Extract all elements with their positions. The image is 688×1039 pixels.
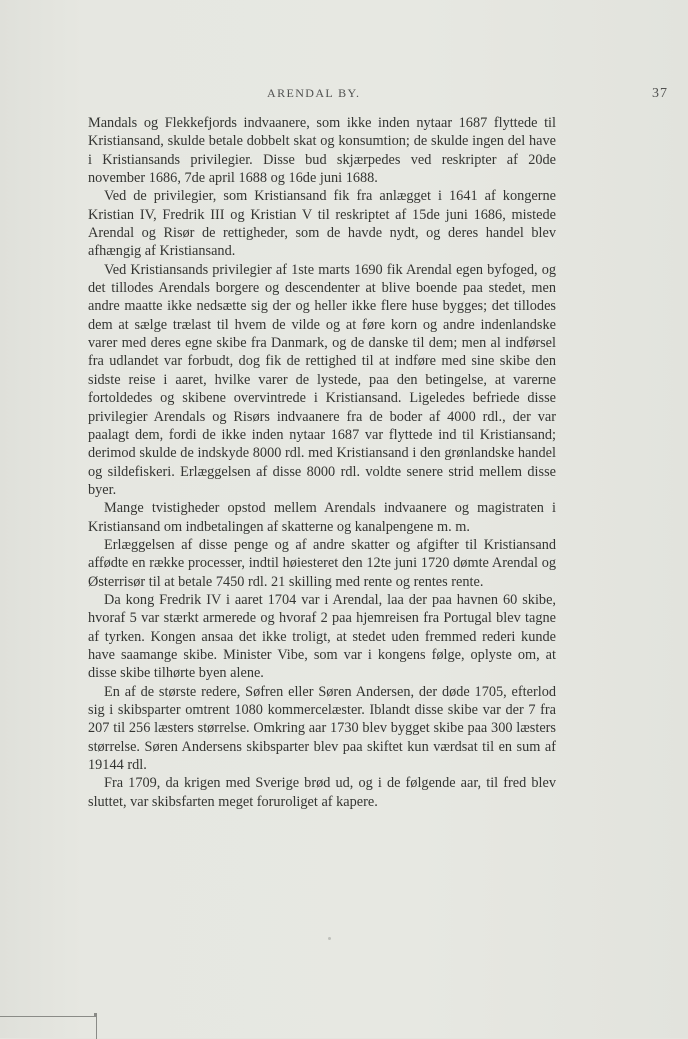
paragraph: Fra 1709, da krigen med Sverige brød ud, og i de følgende aar, til fred blev sluttet, var skibsfarten meget foruroliget af kapere. [88, 775, 556, 810]
paragraph: Ved de privilegier, som Kristiansand fik fra anlægget i 1641 af kongerne Kristian IV, Fredrik III og Kristian V til reskriptet af 15de juni 1686, mistede Arendal og Risør de rettigheder, som de havde nydt, og deres handel blev afhængig af Kristiansand. [88, 188, 556, 260]
running-title: ARENDAL BY. [267, 86, 361, 100]
paragraph: Da kong Fredrik IV i aaret 1704 var i Arendal, laa der paa havnen 60 skibe, hvoraf 5 var stærkt armerede og hvoraf 2 paa hjemreisen fra Portugal blev tagne af tyrken. Kongen ansaa det ikke troligt, at stedet uden fremmed rederi kunde have saamange skibe. Minister Vibe, som var i kongens følge, oplyste om, at disse skibe tilhørte byen alene. [88, 591, 556, 682]
page-number: 37 [652, 86, 668, 101]
paragraph: Ved Kristiansands privilegier af 1ste marts 1690 fik Arendal egen byfoged, og det tillodes Arendals borgere og descendenter at blive boende paa stedet, men andre maatte ikke nedsætte sig der og heller ikke flere huse bygges; det tillodes dem at sælge trælast til hvem de vilde og at føre korn og andre indenlandske varer med deres egne skibe fra Danmark, og de danske til dem; men al indførsel fra udlandet var forbudt, dog fik de rettighed til at indføre med sine skibe den sidste reise i aaret, hvilke varer de lystede, paa den betingelse, at varerne fortoldedes og skibene overvintrede i Kristiansand. Ligeledes befriede disse privilegier Arendals og Risørs indvaanere fra de boder af 4000 rdl., der var paalagt dem, fordi de ikke inden nytaar 1687 var flyttede ind til Kristiansand; derimod skulde de indskyde 8000 rdl. med Kristiansand i den grønlandske handel og sildefiskeri. Erlæggelsen af disse 8000 rdl. voldte senere strid mellem disse byer. [88, 261, 556, 498]
scan-corner-mark [0, 1016, 97, 1039]
paper-speck [328, 937, 331, 940]
paragraph: Erlæggelsen af disse penge og af andre skatter og afgifter til Kristiansand affødte en række processer, indtil høiesteret den 12te juni 1720 dømte Arendal og Østerrisør til at betale 7450 rdl. 21 skilling med rente og rentes rente. [88, 536, 556, 590]
paragraph: En af de største redere, Søfren eller Søren Andersen, der døde 1705, efterlod sig i skibsparter omtrent 1080 kommercelæster. Iblandt disse skibe var der 7 fra 207 til 256 læsters størrelse. Omkring aar 1730 blev bygget skibe paa 300 læsters størrelse. Søren Andersens skibsparter blev paa skiftet kun værdsat til en sum af 19144 rdl. [88, 683, 556, 774]
paragraph: Mange tvistigheder opstod mellem Arendals indvaanere og magistraten i Kristiansand om indbetalingen af skatterne og kanalpengene m. m. [88, 500, 556, 535]
running-head [0, 86, 688, 106]
paragraph: Mandals og Flekkefjords indvaanere, som ikke inden nytaar 1687 flyttede til Kristiansand, skulde betale dobbelt skat og konsumtion; de skulde ingen del have i Kristiansands privilegier. Disse bud skjærpedes ved reskripter af 20de november 1686, 7de april 1688 og 16de juni 1688. [88, 115, 556, 187]
scan-corner-tick [94, 1013, 97, 1017]
body-text [88, 114, 556, 811]
